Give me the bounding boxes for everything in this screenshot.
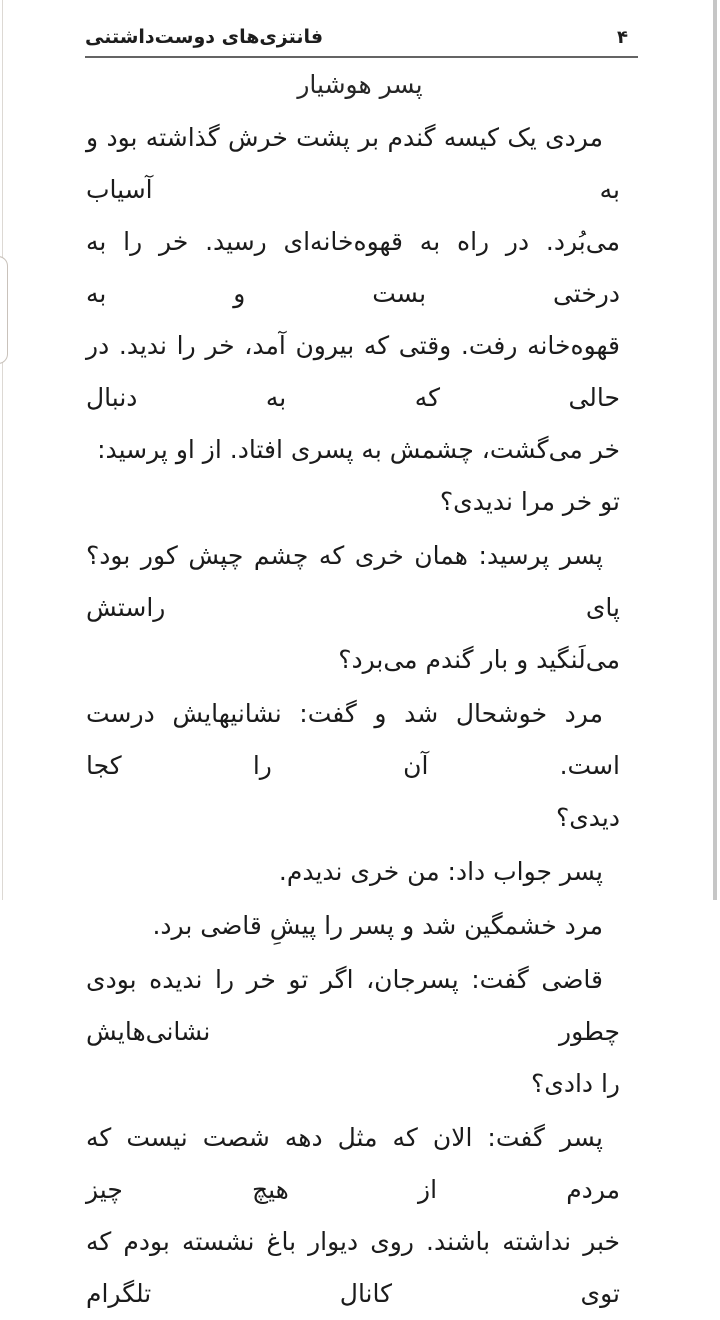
text-line: قاضی گفت: پسرجان، اگر تو خر را ندیده بودی چطور نشانی‌هایش xyxy=(86,965,620,1046)
story-text xyxy=(86,112,620,1320)
running-header-book-title: فانتزی‌های دوست‌داشتنی xyxy=(85,26,324,48)
text-line: می‌بُرد. در راه به قهوه‌خانه‌ای رسید. خر را به درختی بست و به xyxy=(86,227,620,308)
text-line: دیدی؟ xyxy=(555,803,620,832)
paragraph xyxy=(86,530,620,686)
story-title: پسر هوشیار xyxy=(297,70,423,99)
paragraph xyxy=(86,688,620,844)
header-rule xyxy=(85,56,638,58)
paragraph xyxy=(86,954,620,1110)
paragraph xyxy=(86,900,620,952)
text-line: می‌لَنگید و بار گندم می‌برد؟ xyxy=(338,645,620,674)
paragraph xyxy=(86,112,620,528)
text-line: مرد خوشحال شد و گفت: نشانیهایش درست است. آن را کجا xyxy=(86,699,620,780)
text-line: پسر گفت: الان که مثل دهه شصت نیست که مردم از هیچ چیز xyxy=(86,1123,620,1204)
page-left-edge-line xyxy=(2,0,3,900)
text-line: را دادی؟ xyxy=(530,1069,620,1098)
page-edge-tab xyxy=(0,256,8,364)
paragraph xyxy=(86,846,620,898)
text-line: خر می‌گشت، چشمش به پسری افتاد. از او پرسید: تو خر مرا ندیدی؟ xyxy=(97,435,620,516)
text-line: خبر نداشته باشند. روی دیوار باغ نشسته بودم که توی کانال تلگرام xyxy=(86,1227,620,1308)
text-line: مردی یک کیسه گندم بر پشت خرش گذاشته بود و به آسیاب xyxy=(86,123,620,204)
page-number: ۴ xyxy=(617,27,628,48)
text-line: قهوه‌خانه رفت. وقتی که بیرون آمد، خر را ندید. در حالی که به دنبال xyxy=(86,331,620,412)
text-line: پسر پرسید: همان خری که چشم چپش کور بود؟ پای راستش xyxy=(86,541,620,622)
text-line: مرد خشمگین شد و پسر را پیشِ قاضی برد. xyxy=(152,911,603,940)
page-right-edge-strip xyxy=(713,0,717,900)
paragraph xyxy=(86,1112,620,1320)
text-line: پسر جواب داد: من خری ندیدم. xyxy=(278,857,603,886)
